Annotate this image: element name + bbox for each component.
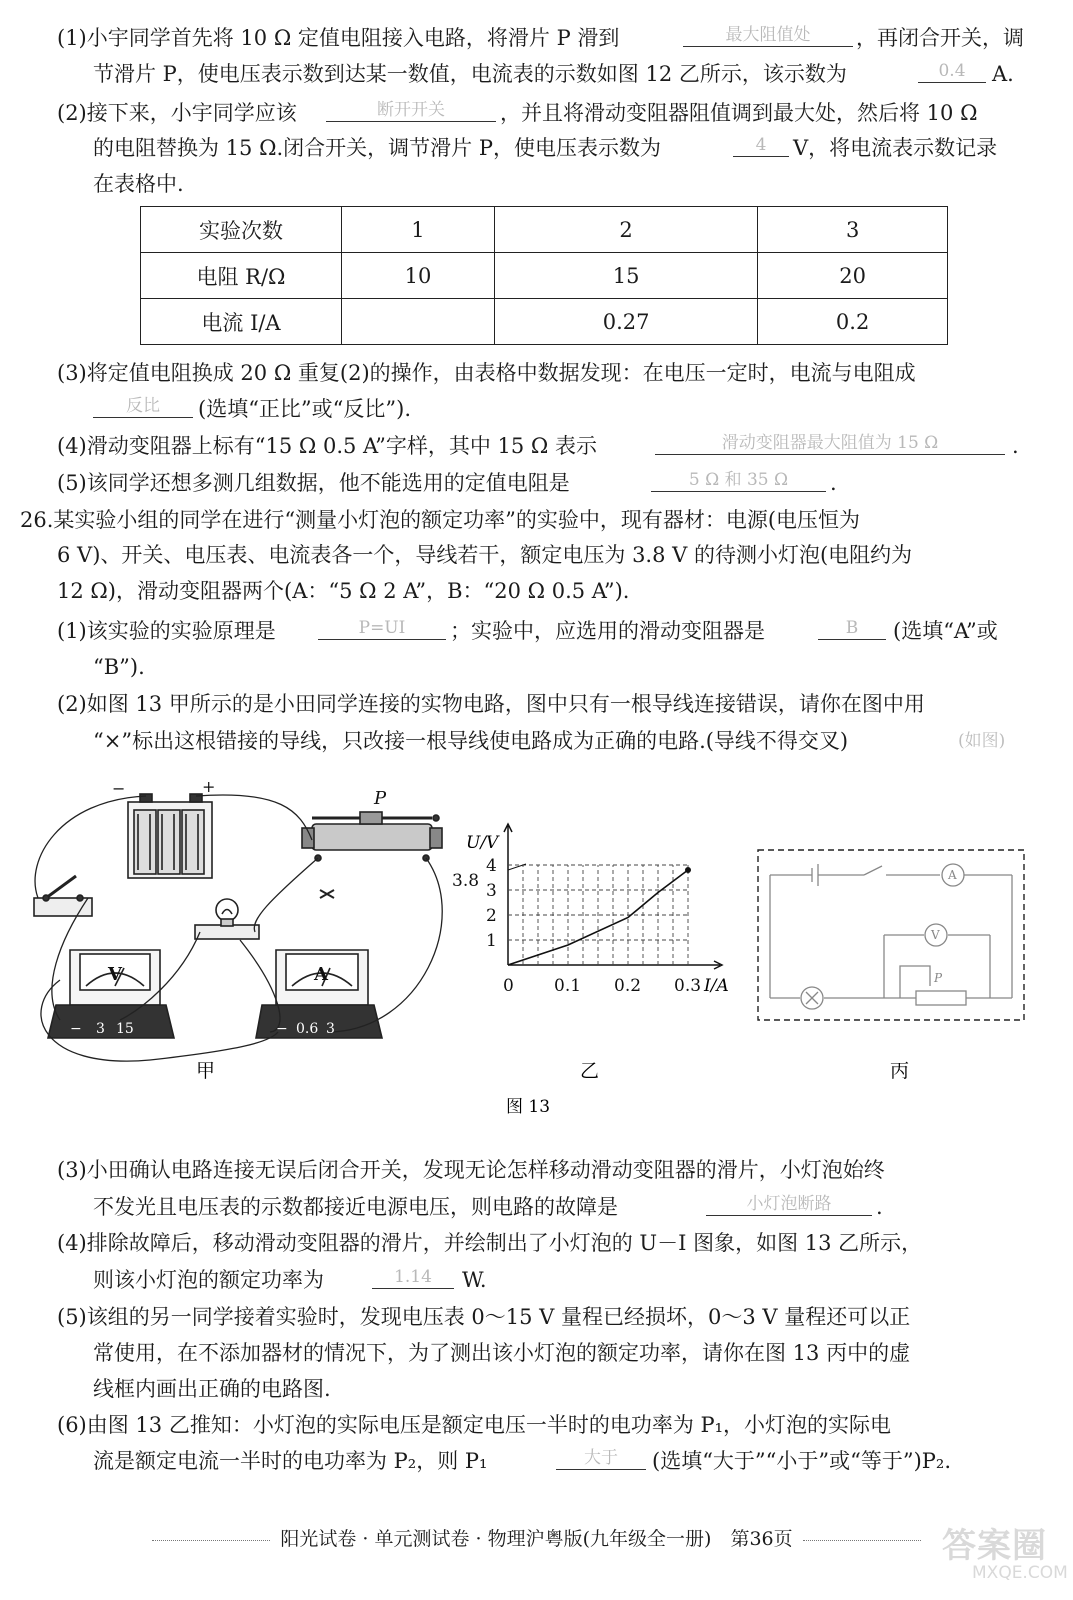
s1b-text: “B”). [93,655,145,679]
q5-text: (5)该同学还想多测几组数据，他不能选用的定值电阻是 [57,471,570,495]
q2b-text: 的电阻替换为 15 Ω.闭合开关，调节滑片 P，使电压表示数为 [93,136,661,160]
q3-text: (3)将定值电阻换成 20 Ω 重复(2)的操作，由表格中数据发现：在电压一定时，电流与电阻成 [57,361,916,385]
voltmeter-terminal: − [70,1021,82,1037]
lamp-icon [195,899,259,939]
ammeter-letter: A [314,964,328,985]
q1-text-end: ，再闭合开关，调 [856,26,1024,50]
s3b-text: 不发光且电压表的示数都接近电源电压，则电路的故障是 [93,1195,618,1219]
ammeter-terminal: − [276,1021,288,1037]
figure-13 [0,780,1073,1150]
x-tick-label: 0.1 [554,976,582,996]
q2-text: (2)接下来，小宇同学应该 [57,101,297,125]
q4-end: . [1012,434,1019,458]
s4-answer-blank[interactable]: 1.14 [372,1266,454,1289]
s1-text: (1)该实验的实验原理是 [57,619,276,643]
bing-slider-label: P [934,971,943,985]
data-point [685,867,691,873]
q2b-answer-blank[interactable]: 4 [733,134,789,157]
table-cell [342,299,495,345]
watermark-url: MXQE.COM [972,1563,1068,1583]
footer-dots-left [152,1540,270,1541]
y-tick-label: 4 [486,856,497,876]
s6b-text: 流是额定电流一半时的电功率为 P₂，则 P₁ [93,1449,488,1473]
q2b-text-end: V，将电流表示数记录 [793,136,998,160]
s1-answer-blank[interactable]: P=UI [318,617,446,640]
s4b-text: 则该小灯泡的额定功率为 [93,1268,324,1292]
table-cell: 15 [494,253,757,299]
watermark-logo [942,1518,1068,1583]
battery-plus-label: + [202,780,216,796]
table-cell: 电阻 R/Ω [141,253,342,299]
q26-stem-b: 6 V)、开关、电压表、电流表各一个，导线若干，额定电压为 3.8 V 的待测小灯泡(电阻约为 [57,543,913,567]
bing-ammeter-label: A [948,868,957,882]
chart-ticks [452,856,701,996]
table-cell: 10 [342,253,495,299]
s3-end: . [876,1195,883,1219]
q26-stem: 26.某实验小组的同学在进行“测量小灯泡的额定功率”的实验中，现有器材：电源(电压恒为 [20,508,861,532]
q1b-unit: A. [992,62,1014,86]
q1-answer-blank[interactable]: 最大阻值处 [683,24,853,47]
q5-answer-blank[interactable]: 5 Ω 和 35 Ω [651,469,826,492]
voltmeter-terminal: 3 [96,1021,105,1037]
s5b-text: 常使用，在不添加器材的情况下，为了测出该小灯泡的额定功率，请你在图 13 丙中的虚 [93,1341,911,1365]
table-cell: 电流 I/A [141,299,342,345]
s5c-text: 线框内画出正确的电路图. [93,1377,331,1401]
bing-voltmeter-label: V [931,928,940,942]
s1-answer-blank-2[interactable]: B [818,617,886,640]
label-jia: 甲 [196,1060,216,1082]
voltmeter-terminal: 15 [116,1021,134,1037]
s1-text-end: (选填“A”或 [893,619,998,643]
battery-minus-label: − [112,780,126,798]
y-tick-label: 3.8 [452,871,480,891]
ammeter-terminal: 3 [326,1021,335,1037]
q1b-answer-blank[interactable]: 0.4 [918,60,986,83]
page-footer [0,1524,1073,1551]
table-cell: 20 [758,253,948,299]
s4-text: (4)排除故障后，移动滑动变阻器的滑片，并绘制出了小灯泡的 U－I 图象，如图 13 乙所示， [57,1231,923,1255]
s2b-hint: (如图) [958,731,1006,751]
q2-answer-blank[interactable]: 断开开关 [326,99,496,122]
figure-caption: 图 13 [506,1097,551,1117]
s6-text: (6)由图 13 乙推知：小灯泡的实际电压是额定电压一半时的电功率为 P₁，小灯泡的实际电 [57,1413,892,1437]
label-yi: 乙 [580,1060,600,1082]
battery-icon [128,794,212,878]
q1-text: (1)小宇同学首先将 10 Ω 定值电阻接入电路，将滑片 P 滑到 [57,26,620,50]
ui-chart-yi [452,824,729,996]
q2c-text: 在表格中. [93,172,184,196]
y-axis-label: U/V [466,833,499,853]
switch-icon [34,876,92,916]
ammeter-terminal: 0.6 [296,1021,319,1037]
table-header-cell: 1 [342,207,495,253]
s4-unit: W. [462,1268,487,1292]
table-header-cell: 2 [494,207,757,253]
footer-dots-right [803,1540,921,1541]
x-axis-label: I/A [704,976,729,996]
table-cell: 0.2 [758,299,948,345]
rheostat-icon [302,812,442,861]
q2-text-end: ，并且将滑动变阻器阻值调到最大处，然后将 10 Ω [500,101,978,125]
sketched-circuit [770,864,1012,1009]
q3-answer-blank[interactable]: 反比 [93,395,193,418]
q5-end: . [830,471,837,495]
y-tick-label: 1 [486,931,497,951]
table-row [141,207,948,253]
answer-box-bing [758,850,1024,1020]
y-tick-label: 2 [486,906,497,926]
table-cell: 0.27 [494,299,757,345]
s2b-text: “×”标出这根错接的导线，只改接一根导线使电路成为正确的电路.(导线不得交叉) [93,729,849,753]
s6b-text-end: (选填“大于”“小于”或“等于”)P₂. [652,1449,952,1473]
y-tick-label: 3 [486,881,497,901]
s3-text: (3)小田确认电路连接无误后闭合开关，发现无论怎样移动滑动变阻器的滑片，小灯泡始终 [57,1158,885,1182]
x-tick-label: 0.2 [614,976,642,996]
table-header-cell: 实验次数 [141,207,342,253]
q4-text: (4)滑动变阻器上标有“15 Ω 0.5 A”字样，其中 15 Ω 表示 [57,434,598,458]
s3-answer-blank[interactable]: 小灯泡断路 [706,1193,872,1216]
s2-text: (2)如图 13 甲所示的是小田同学连接的实物电路，图中只有一根导线连接错误，请你在图中用 [57,692,925,716]
s1-text-mid: ；实验中，应选用的滑动变阻器是 [450,619,765,643]
footer-text: 阳光试卷 · 单元测试卷 · 物理沪粤版(九年级全一册) 第36页 [280,1528,793,1550]
label-bing: 丙 [890,1060,910,1082]
data-table [140,206,948,345]
table-row [141,253,948,299]
chart-marks [508,864,691,965]
q3b-text: (选填“正比”或“反比”). [198,397,412,421]
q26-stem-c: 12 Ω)，滑动变阻器两个(A：“5 Ω 2 A”，B：“20 Ω 0.5 A”). [57,579,630,603]
q4-answer-blank[interactable]: 滑动变阻器最大阻值为 15 Ω [655,432,1005,455]
table-header-cell: 3 [758,207,948,253]
watermark-text: 答案圈 [942,1526,1047,1566]
x-tick-label: 0 [503,976,514,996]
rheostat-p-label: P [374,788,387,809]
q1b-text: 节滑片 P，使电压表示数到达某一数值，电流表的示数如图 12 乙所示，该示数为 [93,62,847,86]
s6-answer-blank[interactable]: 大于 [556,1447,646,1470]
table-row [141,299,948,345]
voltmeter-letter: V [108,964,122,985]
chart-grid [508,865,688,965]
s5-text: (5)该组的另一同学接着实验时，发现电压表 0～15 V 量程已经损坏，0～3 V 量程还可以正 [57,1305,911,1329]
x-tick-label: 0.3 [674,976,702,996]
